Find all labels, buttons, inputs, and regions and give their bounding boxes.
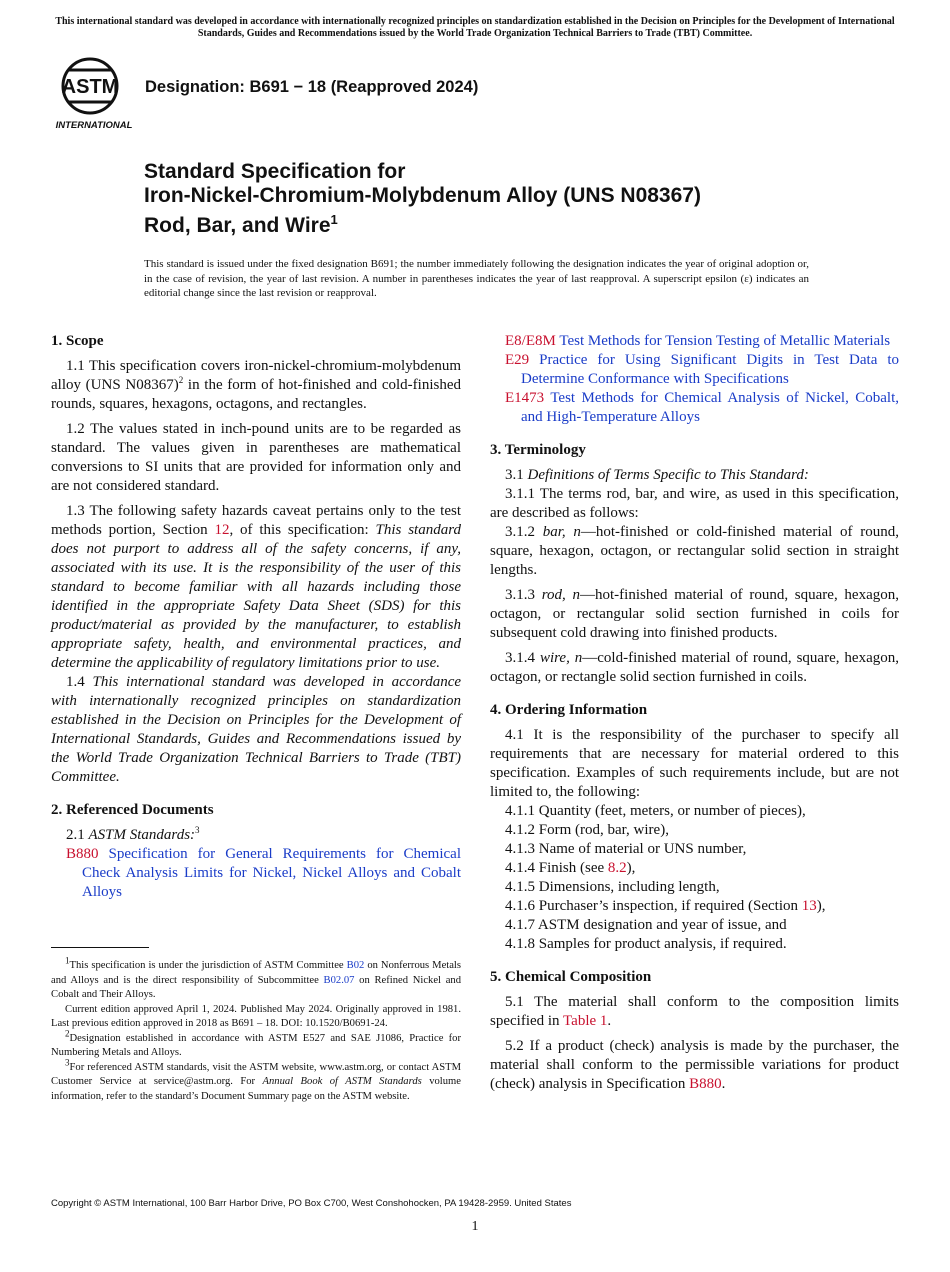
para-1-2: 1.2 The values stated in inch-pound units are to be regarded as standard. The values given in parentheses are mathematical conversions to SI units that are provided for information only and are not considered standard. [51,421,461,494]
para-3-1-4: 3.1.4 wire, n—cold-finished material of round, square, hexagon, octagon, or rectangle solid section furnished in coils. [490,650,899,685]
footnote-divider [51,947,149,948]
para-3-1-3: 3.1.3 rod, n—hot-finished material of round, square, hexagon, octagon, or rectangular solid section furnished in coils for subsequent cold drawing into finished products. [490,587,899,641]
footnote-ref-3[interactable]: 3 [195,825,200,835]
b02-link[interactable]: B02 [346,960,365,971]
page-number: 1 [471,1219,479,1234]
title-line-1: Standard Specification for [144,160,406,183]
title-footnote-ref[interactable]: 1 [330,212,338,227]
section-2-heading: 2. Referenced Documents [51,802,214,818]
footnote-2: $^2$Designation established in accordance with ASTM E527 and SAE J1086, Practice for Numbering Metals and Alloys. [51,1027,461,1058]
header-note: This international standard was developed in accordance with internationally recognized principles on standardization established in the Decision on Principles for the Development of International Standards, Guides and Recommendations issued by the World Trade Organization Technical Barriers to Trade (TBT) Committee. [55,16,895,39]
footnote-3: $^3$For referenced ASTM standards, visit the ASTM website, www.astm.org, or contact ASTM Customer Service at service@astm.org. For Annual Book of ASTM Standards volume information, refer to the standard’s Document Summary page on the ASTM website. [51,1056,461,1102]
para-1-3: 1.3 The following safety hazards caveat pertains only to the test methods portion, Section 12, of this specification: This standard does not purport to address all of the safety concerns, if any, associated with its use. It is the responsibility of the user of this standard to become familiar with all hazards including those identified in the appropriate Safety Data Sheet (SDS) for this product/material as provided by the manufacturer, to establish appropriate safety, health, and environmental practices, and determine the applicability of regulatory limitations prior to use. [51,503,462,671]
section-4-heading: 4. Ordering Information [490,702,648,718]
list-item: 4.1.2 Form (rod, bar, wire), [505,822,669,838]
section-12-link[interactable]: 12 [214,522,230,538]
title-line-3 [144,208,701,238]
ref-e8[interactable]: E8/E8M Test Methods for Tension Testing of Metallic Materials [505,333,891,349]
para-2-1: 2.1 ASTM Standards:$^3$ [66,825,200,843]
section-1-heading: 1. Scope [51,333,104,349]
para-5-2: 5.2 If a product (check) analysis is made by the purchaser, the material shall conform to the permissible variations for product (check) analysis in Specification B880. [490,1038,899,1092]
para-3-1-1: 3.1.1 The terms rod, bar, and wire, as used in this specification, are described as follows: [490,486,899,521]
ref-e1473[interactable]: E1473 Test Methods for Chemical Analysis of Nickel, Cobalt, and High-Temperature Alloys [505,390,899,425]
ref-e29[interactable]: E29 Practice for Using Significant Digits in Test Data to Determine Conformance with Specifications [505,352,899,387]
title-line-2: Iron-Nickel-Chromium-Molybdenum Alloy (UNS N08367) [144,184,701,207]
astm-logo [52,56,136,132]
list-item: 4.1.1 Quantity (feet, meters, or number of pieces), [505,803,806,819]
footnote-1-edition: Current edition approved April 1, 2024. Published May 2024. Originally approved in 1981. Last previous edition approved in 2018 as B691 – 18. DOI: 10.1520/B0691-24. [51,1003,461,1029]
para-5-1: 5.1 The material shall conform to the composition limits specified in Table 1. [490,994,899,1029]
section-13-link[interactable]: 13 [801,898,817,914]
intro-paragraph: This standard is issued under the fixed designation B691; the number immediately following the designation indicates the year of original adoption or, in the case of revision, the year of last revision. A number in parentheses indicates the year of last reapproval. A superscript epsilon (ε) indicates an editorial change since the last revision or reapproval. [144,258,809,299]
para-3-1: 3.1 Definitions of Terms Specific to This Standard: [505,467,809,483]
list-item: 4.1.4 Finish (see 8.2), [505,860,636,876]
section-3-heading: 3. Terminology [490,442,586,458]
title-line-3-text: Rod, Bar, and Wire [144,214,331,237]
section-5-heading: 5. Chemical Composition [490,969,652,985]
section-8-2-link[interactable]: 8.2 [607,860,627,876]
table-1-link[interactable]: Table 1 [563,1013,608,1029]
list-item: 4.1.8 Samples for product analysis, if required. [505,936,787,952]
designation: Designation: B691 − 18 (Reapproved 2024) [145,78,479,96]
para-4-1: 4.1 It is the responsibility of the purchaser to specify all requirements that are necessary for material ordered to this specification. Examples of such requirements include, but are not limited to, the following: [490,727,899,800]
footnote-ref-2[interactable]: 2 [178,375,184,385]
document-title [144,160,701,238]
left-column [51,332,461,902]
footnote-1: $^1$This specification is under the jurisdiction of ASTM Committee B02 on Nonferrous Metals and Alloys and is the direct responsibility of Subcommittee B02.07 on Refined Nickel and Cobalt and Their Alloys. [51,955,461,1000]
ref-b880[interactable]: B880 Specification for General Requirements for Chemical Check Analysis Limits for Nickel, Nickel Alloys and Cobalt Alloys [66,846,461,900]
logo-subtext: INTERNATIONAL [55,120,133,131]
b0207-link[interactable]: B02.07 [323,974,355,986]
list-item: 4.1.7 ASTM designation and year of issue, and [505,917,787,933]
b880-link[interactable]: B880 [689,1076,722,1092]
para-3-1-2: 3.1.2 bar, n—hot-finished or cold-finished material of round, square, hexagon, octagon, or rectangular solid section in straight lengths. [490,524,900,578]
footnotes [51,955,461,1104]
list-item: 4.1.3 Name of material or UNS number, [505,841,747,857]
para-1-1: 1.1 This specification covers iron-nickel-chromium-molybdenum alloy (UNS N08367)$^2$ in the form of hot-finished and cold-finished rounds, squares, hexagons, octagons, and rectangles. [51,358,462,412]
list-item: 4.1.5 Dimensions, including length, [505,879,720,895]
copyright: Copyright © ASTM International, 100 Barr Harbor Drive, PO Box C700, West Conshohocken, PA 19428-2959. United States [51,1198,572,1209]
list-item: 4.1.6 Purchaser’s inspection, if required (Section 13), [505,898,826,914]
logo-text: ASTM [61,76,119,98]
right-column [490,332,899,1094]
para-1-4: 1.4 This international standard was developed in accordance with internationally recognized principles on standardization established in the Decision on Principles for the Development of International Standards, Guides and Recommendations issued by the World Trade Organization Technical Barriers to Trade (TBT) Committee. [51,674,462,785]
